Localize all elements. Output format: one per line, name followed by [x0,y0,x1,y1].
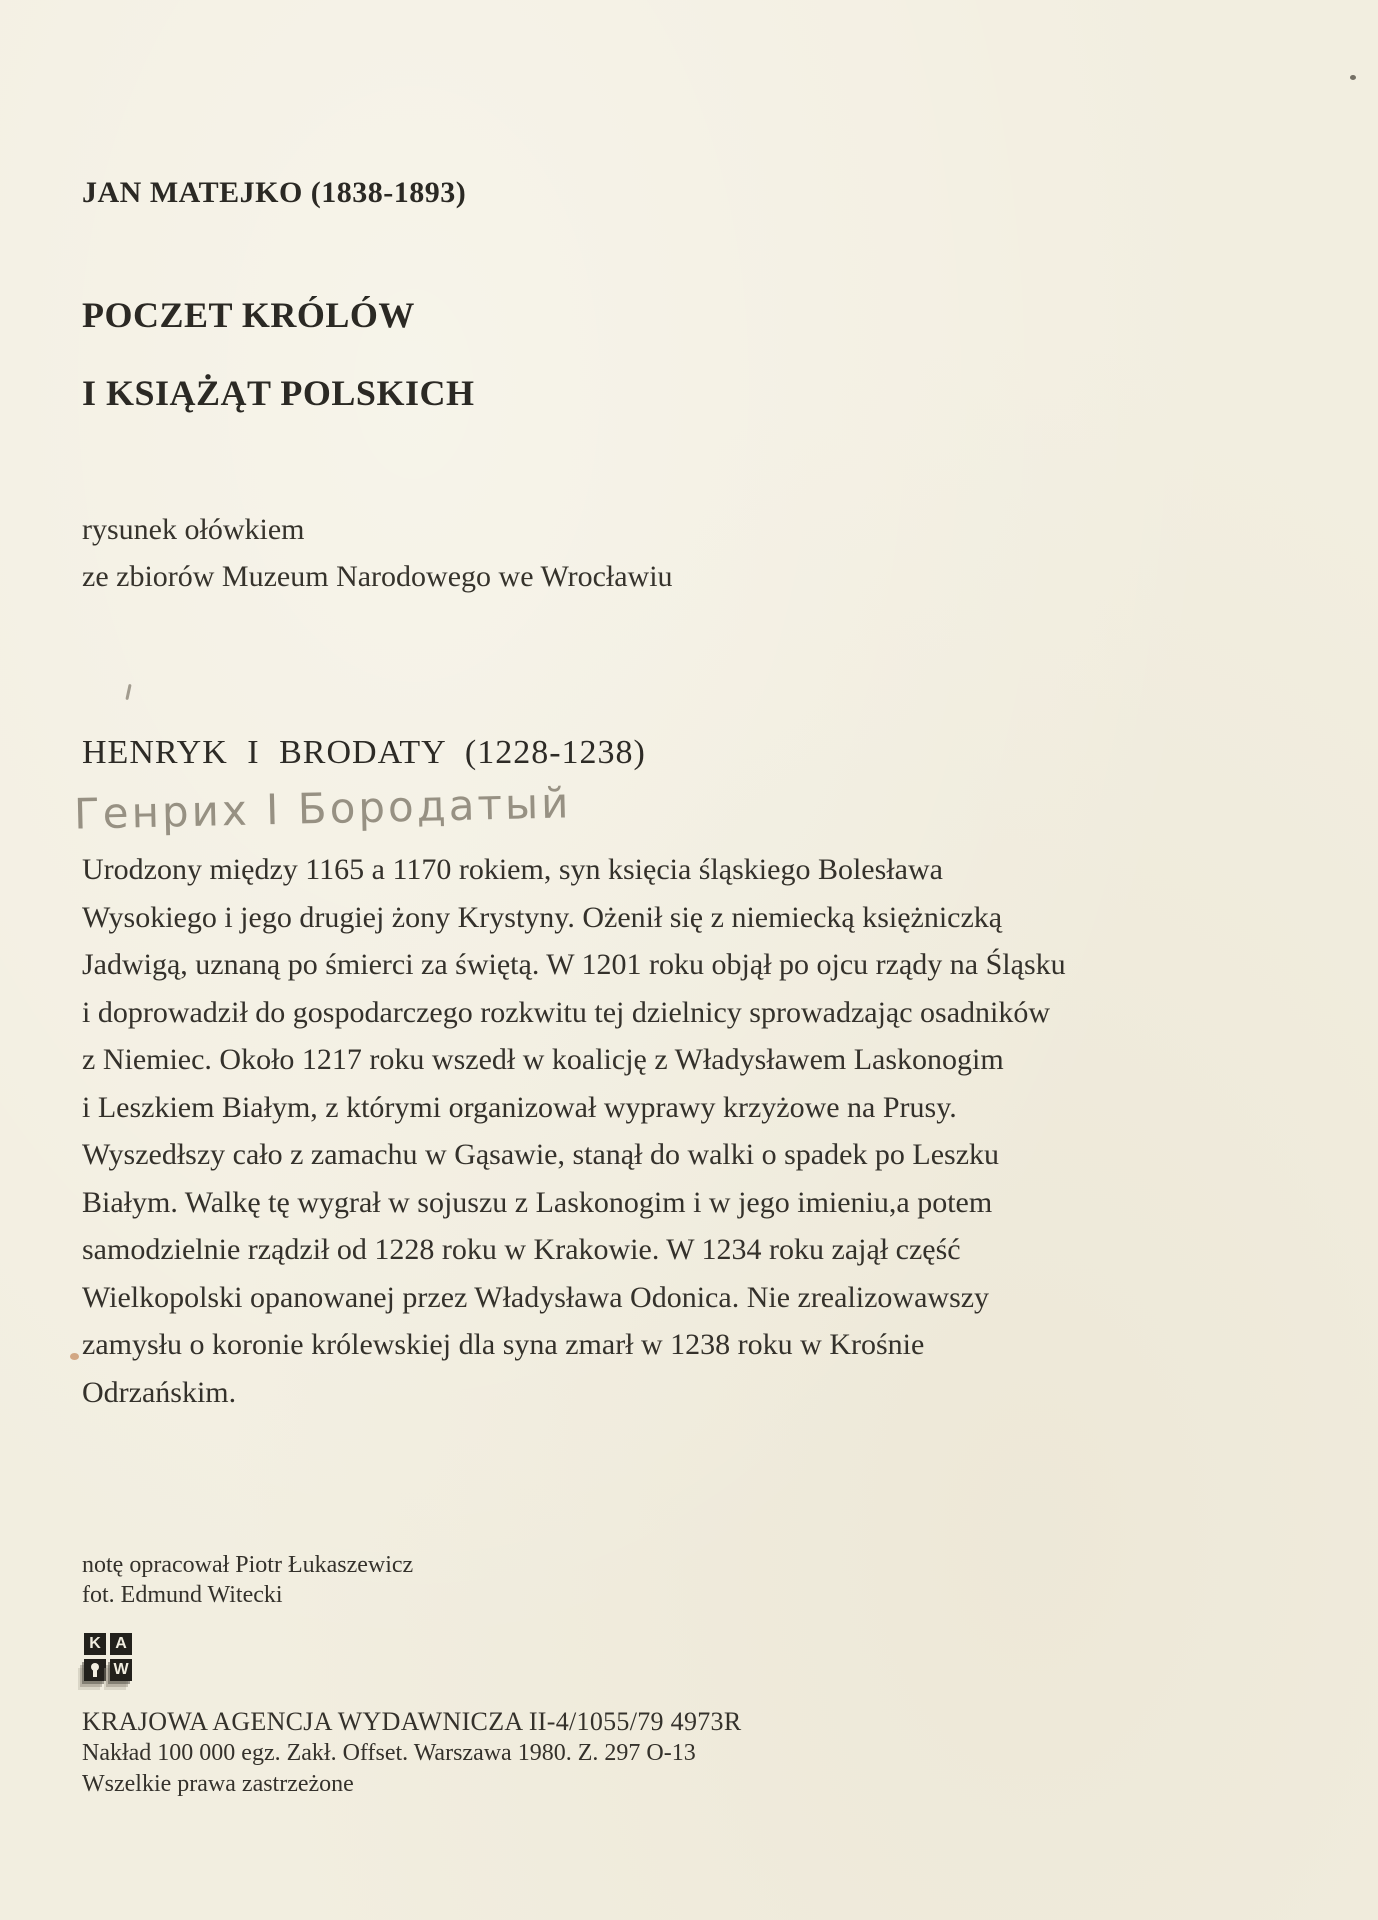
biography-line: z Niemiec. Około 1217 roku wszedł w koalicję z Władysławem Laskonogim [82,1043,1004,1076]
kaw-publisher-logo [84,1633,132,1681]
kaw-logo-letter-a: A [110,1633,132,1655]
credits-block [82,1550,413,1610]
biography-line: zamysłu o koronie królewskiej dla syna zmarł w 1238 roku w Krośnie [82,1328,925,1361]
biography-line: Odrzańskim. [82,1375,237,1409]
biography-line: Wyszedłszy cało z zamachu w Gąsawie, stanął do walki o spadek po Leszku [82,1138,1000,1171]
subtitle-collection: ze zbiorów Muzeum Narodowego we Wrocławiu [82,560,673,593]
subject-heading: HENRYK I BRODATY (1228-1238) [82,734,646,771]
figure-icon [90,1663,100,1677]
imprint-block [82,1706,742,1800]
kaw-logo-figure-icon [84,1659,106,1681]
imprint-publisher-line: KRAJOWA AGENCJA WYDAWNICZA II-4/1055/79 4973R [82,1707,742,1736]
biography-line: Wielkopolski opanowanej przez Władysława Odonica. Nie zrealizowawszy [82,1280,990,1314]
subtitle-block [82,506,673,600]
imprint-rights-line: Wszelkie prawa zastrzeżone [82,1771,354,1797]
paper-speck-dark [1350,75,1356,80]
biography-paragraph [82,846,1222,1416]
series-title-line-1: POCZET KRÓLÓW [82,295,415,335]
credit-note-author: notę opracował Piotr Łukaszewicz [82,1552,414,1578]
artist-name: JAN MATEJKO (1838-1893) [82,176,467,209]
kaw-logo-letter-k: K [84,1633,106,1655]
subtitle-medium: rysunek ołówkiem [82,513,305,546]
series-title-line-2: I KSIĄŻĄT POLSKICH [82,373,475,413]
biography-line: i doprowadził do gospodarczego rozkwitu tej dzielnicy sprowadzając osadników [82,995,1051,1029]
biography-line: Urodzony między 1165 a 1170 rokiem, syn księcia śląskiego Bolesława [82,853,943,886]
imprint-print-run-line: Nakład 100 000 egz. Zakł. Offset. Warszawa 1980. Z. 297 O-13 [82,1740,696,1766]
kaw-logo-letter-w: W [110,1659,132,1681]
paper-speck-orange [70,1353,79,1360]
biography-line: Wysokiego i jego drugiej żony Krystyny. Ożenił się z niemiecką księżniczką [82,900,1003,934]
biography-line: Jadwigą, uznaną po śmierci za świętą. W 1201 roku objął po ojcu rządy na Śląsku [82,948,1066,981]
handwritten-cyrillic-note: Генрих I Бородатый [73,778,572,839]
pencil-stray-mark [125,684,131,700]
biography-line: i Leszkiem Białym, z którymi organizował wyprawy krzyżowe na Prusy. [82,1090,957,1124]
credit-photographer: fot. Edmund Witecki [82,1582,283,1608]
biography-line: samodzielnie rządził od 1228 roku w Krakowie. W 1234 roku zajął część [82,1233,961,1266]
biography-line: Białym. Walkę tę wygrał w sojuszu z Laskonogim i w jego imieniu,a potem [82,1185,993,1219]
